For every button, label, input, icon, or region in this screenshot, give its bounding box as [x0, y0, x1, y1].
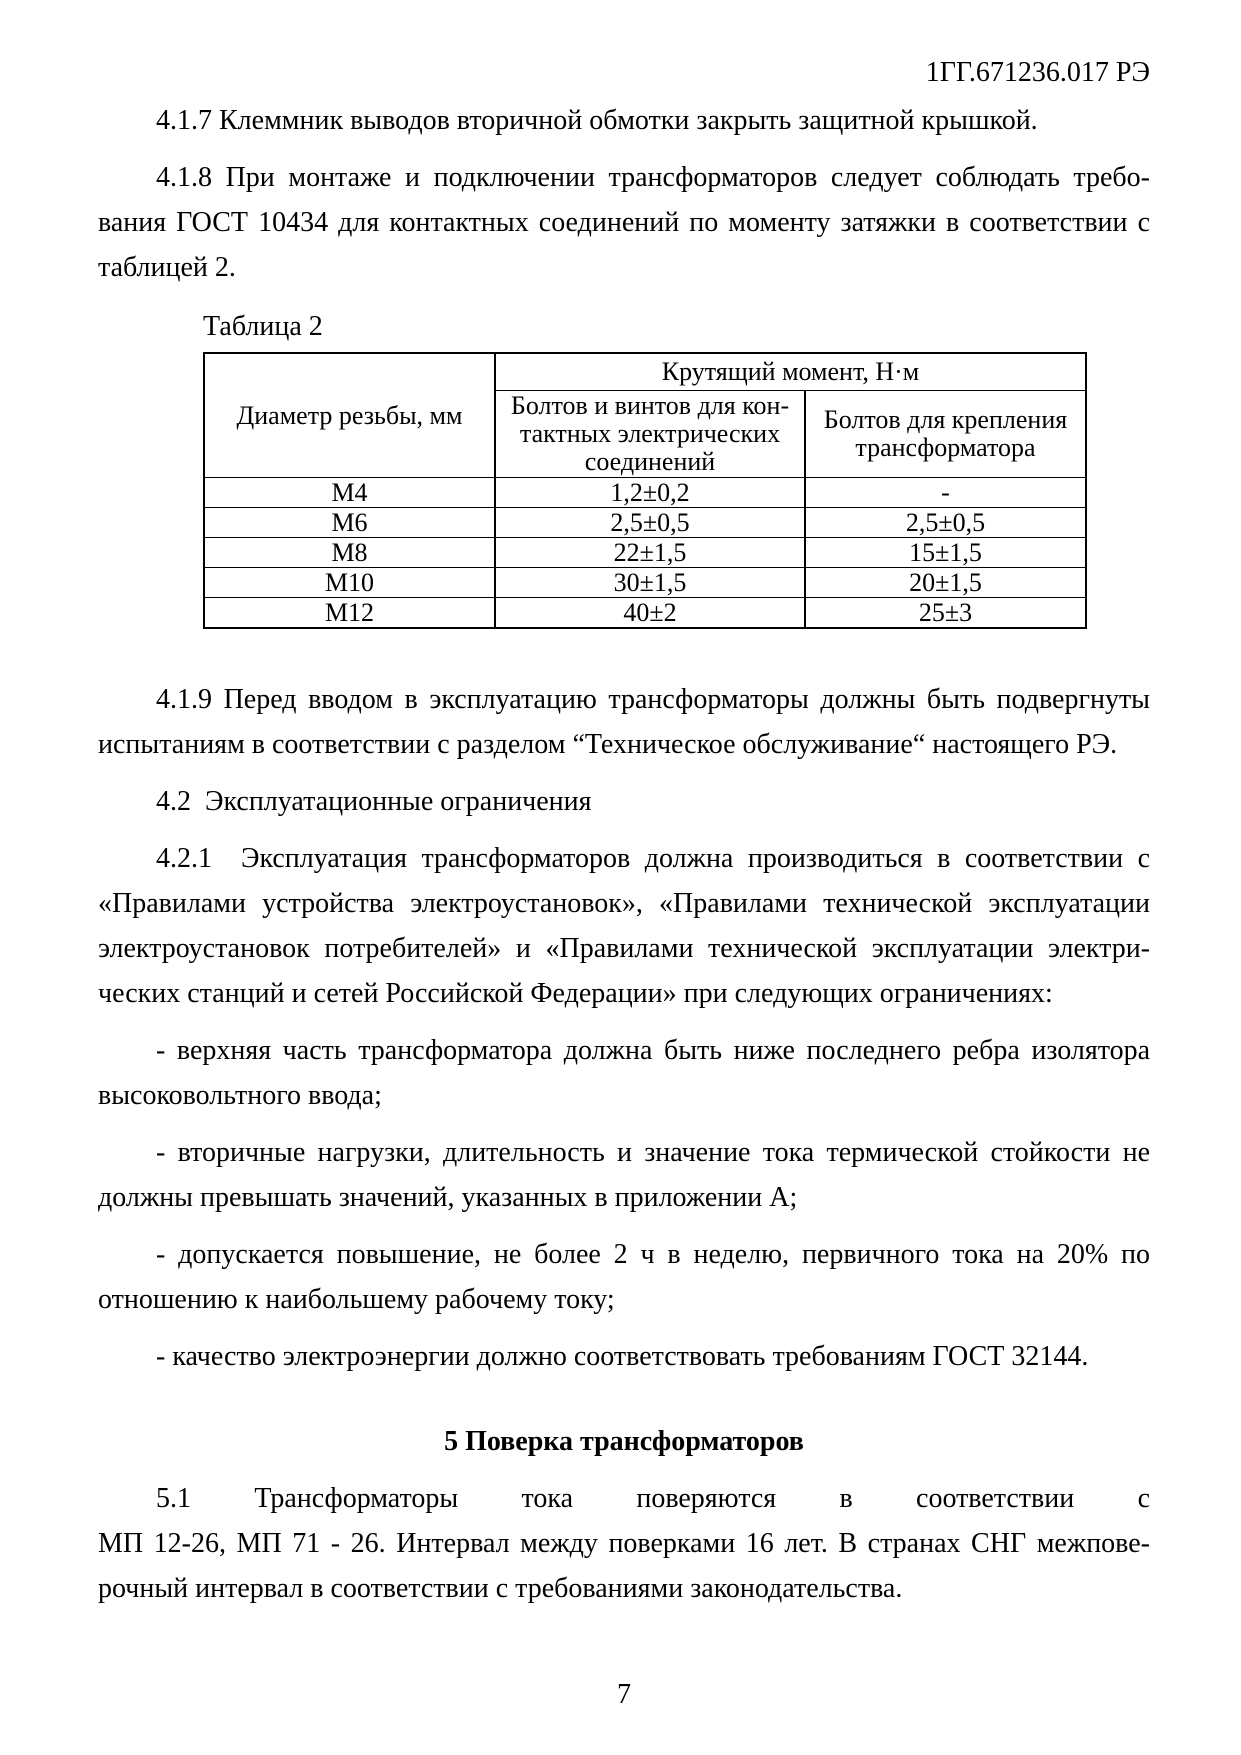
para-4-1-7-line-1: 4.1.7 Клеммник выводов вторичной обмотки закрыть защитной крышкой.: [156, 105, 1038, 136]
table-cell-М6-col3: 2,5±0,5: [805, 508, 1086, 538]
para-4-1-7: [98, 98, 1150, 143]
para-5-1-line-2: МП 12-26, МП 71 - 26. Интервал между поверками 16 лет. В странах СНГ межпове-: [98, 1528, 1150, 1559]
para-limit-3: [98, 1232, 1150, 1322]
table-cell-М10-col3: 20±1,5: [805, 568, 1086, 598]
table-cell-М8-col3: 15±1,5: [805, 538, 1086, 568]
para-5-1-line-3: рочный интервал в соответствии с требованиями законодательства.: [98, 1573, 903, 1604]
table-cell-М10-col1: М10: [204, 568, 495, 598]
col-header-electrical-bolts: [495, 391, 805, 478]
table-cell-М8-col1: М8: [204, 538, 495, 568]
table-cell-М8-col2: 22±1,5: [495, 538, 805, 568]
col-header-mounting-bolts-line: трансформатора: [855, 433, 1036, 462]
table-row-М8: [204, 538, 1086, 568]
para-5-1-line-1: 5.1 Трансформаторы тока поверяются в соответствии с: [156, 1483, 1150, 1514]
table-cell-М6-col2: 2,5±0,5: [495, 508, 805, 538]
para-limit-1-line-2: высоковольтного ввода;: [98, 1080, 382, 1111]
para-limit-4: [98, 1334, 1150, 1379]
document-code: 1ГГ.671236.017 РЭ: [925, 57, 1150, 88]
para-limit-2: [98, 1130, 1150, 1220]
section-5-heading: 5 Поверка трансформаторов: [444, 1426, 804, 1457]
para-limit-1-line-1: - верхняя часть трансформатора должна быть ниже последнего ребра изолятора: [156, 1035, 1150, 1066]
para-4-1-9-line-2: испытаниям в соответствии с разделом “Техническое обслуживание“ настоящего РЭ.: [98, 729, 1118, 760]
table-row-М4: [204, 478, 1086, 508]
table-cell-М4-col3: -: [805, 478, 1086, 508]
para-4-1-9: [98, 677, 1150, 767]
para-4-2-1: [98, 836, 1150, 1016]
para-4-2: [98, 779, 1150, 824]
para-4-2-1-line-2: «Правилами устройства электроустановок», «Правилами технической эксплуатации: [98, 888, 1150, 919]
para-4-2-1-line-1: 4.2.1 Эксплуатация трансформаторов должна производиться в соответствии с: [156, 843, 1150, 874]
para-4-2-1-line-4: ческих станций и сетей Российской Федерации» при следующих ограничениях:: [98, 978, 1053, 1009]
table-cell-М6-col1: М6: [204, 508, 495, 538]
table-cell-М12-col3: 25±3: [805, 598, 1086, 629]
table-2-label: Таблица 2: [203, 311, 323, 342]
para-limit-4-line-1: - качество электроэнергии должно соответствовать требованиям ГОСТ 32144.: [156, 1341, 1089, 1372]
table-row-М12: [204, 598, 1086, 629]
table-cell-М4-col1: М4: [204, 478, 495, 508]
para-limit-2-line-1: - вторичные нагрузки, длительность и значение тока термической стойкости не: [156, 1137, 1150, 1168]
col-header-electrical-bolts-line: Болтов и винтов для кон-: [510, 391, 790, 420]
para-4-1-8-line-3: таблицей 2.: [98, 252, 236, 283]
para-4-1-8-line-2: вания ГОСТ 10434 для контактных соединений по моменту затяжки в соответствии с: [98, 207, 1150, 238]
col-header-electrical-bolts-line: соединений: [584, 447, 716, 476]
col-header-thread-diameter: Диаметр резьбы, мм: [204, 353, 495, 478]
para-4-2-line-1: 4.2 Эксплуатационные ограничения: [156, 786, 592, 817]
col-header-mounting-bolts: [805, 391, 1086, 478]
col-header-electrical-bolts-line: тактных электрических: [519, 419, 781, 448]
table-cell-М12-col2: 40±2: [495, 598, 805, 629]
table-row-М6: [204, 508, 1086, 538]
table-cell-М10-col2: 30±1,5: [495, 568, 805, 598]
document-content: [98, 98, 1150, 1611]
para-4-1-8: [98, 155, 1150, 290]
table-cell-М12-col1: М12: [204, 598, 495, 629]
para-4-1-8-line-1: 4.1.8 При монтаже и подключении трансформаторов следует соблюдать требо-: [156, 162, 1150, 193]
table-row-М10: [204, 568, 1086, 598]
table-cell-М4-col2: 1,2±0,2: [495, 478, 805, 508]
para-4-2-1-line-3: электроустановок потребителей» и «Правилами технической эксплуатации электри-: [98, 933, 1150, 964]
col-header-torque: Крутящий момент, Н·м: [495, 353, 1086, 391]
para-5-1: [98, 1476, 1150, 1611]
torque-table: [203, 352, 1087, 629]
para-limit-1: [98, 1028, 1150, 1118]
para-limit-3-line-1: - допускается повышение, не более 2 ч в неделю, первичного тока на 20% по: [156, 1239, 1150, 1270]
page-number: 7: [617, 1679, 631, 1710]
col-header-mounting-bolts-line: Болтов для крепления: [823, 405, 1068, 434]
para-limit-3-line-2: отношению к наибольшему рабочему току;: [98, 1284, 615, 1315]
para-4-1-9-line-1: 4.1.9 Перед вводом в эксплуатацию трансформаторы должны быть подвергнуты: [156, 684, 1150, 715]
para-limit-2-line-2: должны превышать значений, указанных в приложении А;: [98, 1182, 798, 1213]
